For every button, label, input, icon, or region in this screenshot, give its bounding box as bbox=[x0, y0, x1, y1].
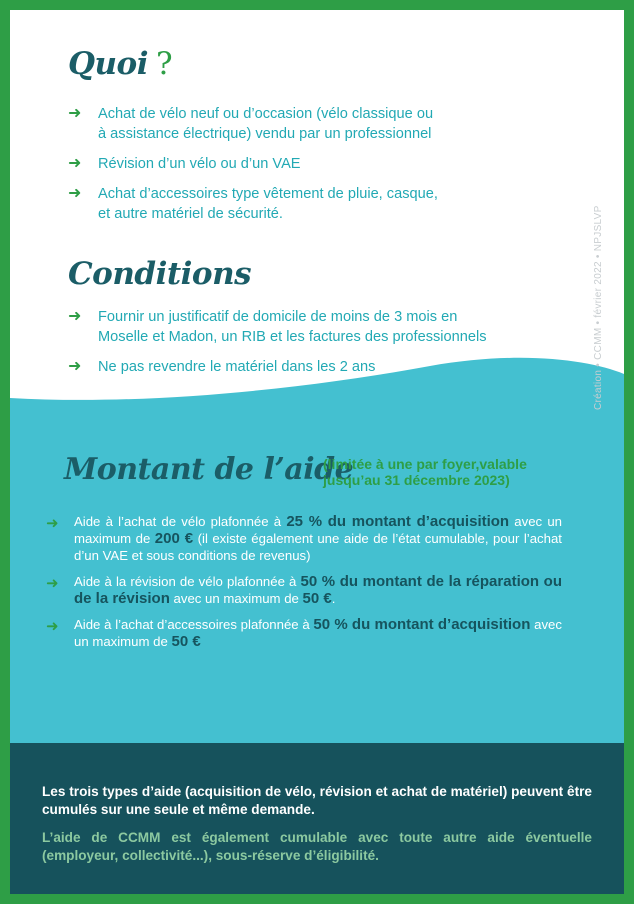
footer-paragraph-1: Les trois types d’aide (acquisition de vélo, révision et achat de matériel) peuvent être cumulés sur une seule et même demande. bbox=[42, 784, 592, 817]
list-item bbox=[46, 616, 562, 650]
arrow-right-icon: ➜ bbox=[68, 358, 82, 375]
item-text: avec un maximum de bbox=[74, 514, 562, 546]
montant-note bbox=[323, 456, 603, 488]
montant-heading: Montant de l’aide bbox=[64, 452, 354, 487]
item-text: Aide à la révision de vélo plafonnée à bbox=[74, 574, 301, 589]
item-text: (il existe également une aide de l’état cumulable, pour l’achat d’un VAE et sous conditions de revenus) bbox=[74, 531, 562, 563]
conditions-list bbox=[68, 307, 588, 387]
item-line: Moselle et Madon, un RIB et les factures des professionnels bbox=[98, 329, 487, 345]
list-item bbox=[68, 104, 568, 144]
footer-banner bbox=[10, 743, 624, 894]
list-item bbox=[46, 513, 562, 564]
item-text: avec un maximum de bbox=[169, 591, 303, 606]
credit-text: Création • CCMM • février 2022 • NPJSLVP bbox=[593, 205, 604, 410]
item-line: et autre matériel de sécurité. bbox=[98, 206, 283, 222]
quoi-title: Quoi bbox=[68, 46, 148, 82]
item-text: . bbox=[331, 591, 336, 606]
footer-paragraph-2: L’aide de CCMM est également cumulable avec toute autre aide éventuelle (employeur, collectivité...), sous-réserve d’éligibilité. bbox=[42, 830, 592, 863]
question-mark-icon: ? bbox=[156, 46, 173, 82]
arrow-right-icon: ➜ bbox=[68, 155, 82, 172]
note-line: (limitée à une par foyer,valable bbox=[323, 456, 527, 472]
item-line: Achat de vélo neuf ou d’occasion (vélo classique ou bbox=[98, 106, 434, 122]
item-line: Ne pas revendre le matériel dans les 2 ans bbox=[98, 359, 376, 375]
item-line: Achat d’accessoires type vêtement de pluie, casque, bbox=[98, 186, 438, 202]
arrow-right-icon: ➜ bbox=[68, 105, 82, 122]
document-page bbox=[10, 10, 624, 894]
conditions-heading: Conditions bbox=[68, 256, 252, 292]
quoi-heading bbox=[68, 46, 172, 82]
arrow-right-icon: ➜ bbox=[46, 575, 59, 592]
arrow-right-icon: ➜ bbox=[68, 185, 82, 202]
quoi-list bbox=[68, 104, 568, 234]
arrow-right-icon: ➜ bbox=[68, 308, 82, 325]
item-line: Fournir un justificatif de domicile de moins de 3 mois en bbox=[98, 309, 458, 325]
item-line: à assistance électrique) vendu par un professionnel bbox=[98, 126, 432, 142]
item-text: Aide à l’achat d’accessoires plafonnée à bbox=[74, 617, 314, 632]
list-item bbox=[46, 573, 562, 607]
note-line: jusqu’au 31 décembre 2023) bbox=[323, 472, 510, 488]
item-emphasis: 50 % du montant de la réparation ou de la révision bbox=[74, 573, 563, 607]
item-text: avec un maximum de bbox=[74, 617, 562, 649]
arrow-right-icon: ➜ bbox=[46, 618, 59, 635]
list-item bbox=[68, 307, 588, 347]
arrow-right-icon: ➜ bbox=[46, 515, 59, 532]
item-emphasis: 50 % du montant d’acquisition bbox=[313, 616, 531, 633]
item-emphasis: 200 € bbox=[154, 530, 194, 547]
montant-list bbox=[46, 513, 562, 659]
item-emphasis: 50 € bbox=[171, 633, 201, 650]
item-emphasis: 25 % du montant d’acquisition bbox=[286, 513, 510, 530]
item-line: Révision d’un vélo ou d’un VAE bbox=[98, 156, 301, 172]
list-item bbox=[68, 357, 588, 377]
list-item bbox=[68, 154, 568, 174]
list-item bbox=[68, 184, 568, 224]
item-text: Aide à l’achat de vélo plafonnée à bbox=[74, 514, 287, 529]
item-emphasis: 50 € bbox=[302, 590, 332, 607]
